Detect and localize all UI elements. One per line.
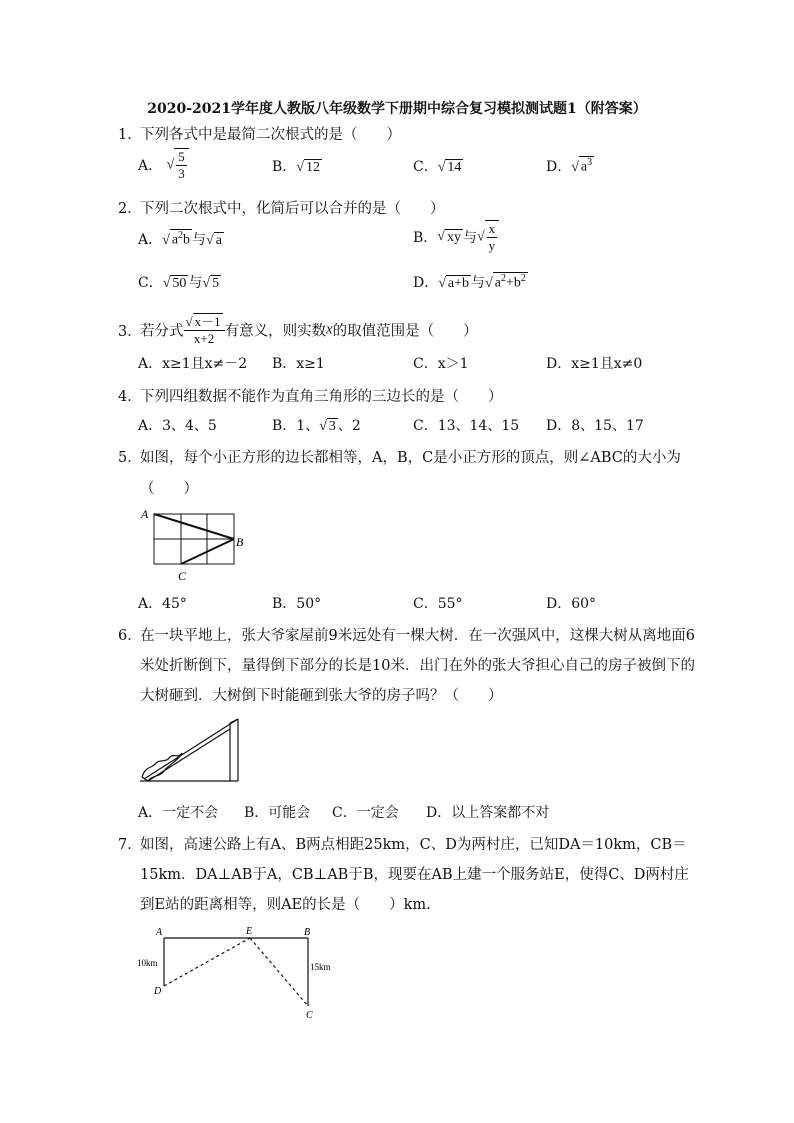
radicand: 5 (212, 276, 220, 291)
exponent: 2 (500, 273, 506, 285)
q1-option-a (138, 148, 189, 182)
question-6 (118, 624, 695, 645)
exponent: 2 (178, 230, 184, 242)
connector-text: 与 (462, 230, 477, 246)
question-3 (118, 313, 478, 347)
question-text: 如图，每个小正方形的边长都相等，A，B，C是小正方形的顶点，则∠ABC的大小为 (140, 450, 681, 466)
variable: x (326, 321, 333, 338)
question-4 (118, 385, 503, 406)
length-label-cb: 15km (310, 962, 331, 972)
radicand: a+b (447, 276, 470, 291)
q2-option-a: A．√ $a^2b$ 与√ a (138, 230, 222, 248)
radicand: a (215, 233, 222, 248)
segment-ec (250, 938, 308, 1006)
q1-option-b: B．√ 12 (272, 159, 320, 175)
fraction-numerator: 5 (178, 149, 185, 164)
question-number: 6． (118, 628, 142, 644)
q5-option-b: B．50° (272, 596, 322, 612)
fraction: $\frac{√ x-1}{x+2}$ (184, 313, 225, 347)
q2-option-b: B．√ xy 与√ $\frac{x}{y}$ (413, 220, 499, 254)
radicand: b (183, 233, 191, 248)
question-1 (118, 123, 401, 144)
radicand: 3 (328, 419, 336, 434)
point-label-e: E (246, 926, 253, 937)
exponent: 3 (587, 157, 593, 169)
radicand: a (171, 233, 179, 248)
q3-option-d: D．x≥1且x≠0 (546, 356, 643, 372)
point-label-c: C (178, 569, 187, 583)
fallen-trunk-lower (148, 729, 230, 781)
sqrt-fraction: √ $\frac{x}{y}$ (477, 220, 499, 254)
radicand: +b (505, 276, 521, 291)
highway-villages-figure (134, 922, 344, 1022)
fraction-denominator: y (488, 238, 496, 253)
q2-option-d: D．√ a+b 与√ $a^2+b^2$ (413, 273, 526, 291)
question-5-paren: （ ） (140, 481, 198, 497)
connector-text: 与 (192, 232, 207, 248)
q3-option-a: A．x≥1且x≠－2 (138, 356, 248, 372)
option-text: 、2 (337, 418, 361, 434)
question-text: 有意义，则实数 (224, 323, 327, 340)
question-text: 下列四组数据不能作为直角三角形的三边长的是（ ） (140, 389, 503, 405)
radicand: 14 (447, 160, 462, 175)
q2-option-c: C．√ 50 与√ 5 (138, 275, 220, 291)
radicand: a (494, 276, 501, 291)
point-label-b: B (304, 927, 311, 938)
question-number: 1． (118, 127, 142, 143)
question-5 (118, 446, 681, 467)
question-7-line-2: 15km．DA⊥AB于A，CB⊥AB于B，现要在AB上建一个服务站E，使得C、D两村庄 (140, 867, 689, 883)
radicand: 12 (305, 160, 320, 175)
q4-option-d: D．8、15、17 (546, 418, 644, 434)
question-number: 4． (118, 389, 142, 405)
q5-option-c: C．55° (413, 596, 463, 612)
radicand: a (580, 160, 588, 175)
page-title: 2020-2021学年度人教版八年级数学下册期中综合复习模拟测试题1（附答案） (147, 101, 647, 117)
question-text: 如图，高速公路上有A、B两点相距25km，C、D为两村庄，已知DA＝10km，CB＝ (140, 837, 687, 853)
q1-option-d: D．√ $a^3$ (546, 157, 593, 175)
question-text: 若分式 (140, 323, 184, 340)
q5-option-a: A．45° (138, 596, 187, 612)
q3-option-b: B．x≥1 (272, 356, 325, 372)
option-label: D． (546, 159, 572, 175)
q6-option-c: C．一定会 (332, 805, 399, 821)
point-label-c: C (306, 1010, 313, 1021)
connector-text: 与 (188, 275, 203, 291)
length-label-da: 10km (137, 958, 158, 968)
fraction-numerator: x－1 (194, 314, 221, 329)
point-label-a: A (141, 507, 149, 521)
q4-option-b: B．1、√ 3 、2 (272, 418, 361, 434)
fallen-trunk-upper (144, 719, 238, 779)
question-6-line-2: 米处折断倒下，量得倒下部分的长是10米．出门在外的张大爷担心自己的房子被倒下的 (140, 658, 695, 674)
segment-de (164, 938, 250, 986)
question-text: 下列各式中是最简二次根式的是（ ） (140, 127, 401, 143)
q1-option-c: C．√ 14 (413, 159, 462, 175)
radicand: xy (446, 229, 461, 245)
option-label: C． (413, 159, 438, 175)
q6-option-a: A．一定不会 (138, 805, 219, 821)
grid-angle-figure (138, 502, 258, 584)
option-label: C． (138, 275, 163, 291)
question-7-line-3: 到E站的距离相等，则AE的长是（ ）km. (140, 897, 431, 913)
option-label: B． (413, 230, 438, 246)
option-label: B． (272, 159, 297, 175)
question-7 (118, 833, 687, 854)
q3-option-c: C．x＞1 (413, 356, 469, 372)
question-6-line-3: 大树砸到．大树倒下时能砸到张大爷的房子吗？（ ） (140, 688, 503, 704)
fraction-numerator: x (488, 221, 496, 236)
option-label: A． (138, 232, 163, 248)
point-label-d: D (154, 986, 162, 997)
question-number: 2． (118, 201, 142, 217)
exponent: 2 (520, 273, 526, 285)
q4-option-c: C．13、14、15 (413, 418, 520, 434)
sqrt-fraction: √ $\frac{5}{3}$ (167, 148, 189, 182)
connector-text: 与 (471, 275, 486, 291)
question-number: 7． (118, 837, 142, 853)
segment-ab (154, 514, 234, 539)
question-number: 5． (118, 450, 142, 466)
radicand: 50 (172, 276, 187, 291)
fraction-denominator: x+2 (193, 331, 215, 346)
question-text: 下列二次根式中，化简后可以合并的是（ ） (140, 201, 445, 217)
point-label-a: A (156, 927, 163, 938)
q4-option-a: A．3、4、5 (138, 418, 217, 434)
option-label: B．1、 (272, 418, 320, 434)
q5-option-d: D．60° (546, 596, 597, 612)
question-number: 3． (118, 323, 142, 340)
fraction-denominator: 3 (178, 166, 185, 181)
q6-option-b: B．可能会 (244, 805, 311, 821)
q6-option-d: D．以上答案都不对 (426, 805, 550, 821)
point-label-b: B (236, 535, 244, 549)
question-text: 在一块平地上，张大爷家屋前9米远处有一棵大树．在一次强风中，这棵大树从离地面6 (140, 628, 695, 644)
question-text: 的取值范围是（ ） (332, 323, 478, 340)
broken-tree-figure (138, 715, 248, 787)
option-label: A． (138, 158, 163, 174)
question-2 (118, 197, 445, 218)
option-label: D． (413, 275, 439, 291)
